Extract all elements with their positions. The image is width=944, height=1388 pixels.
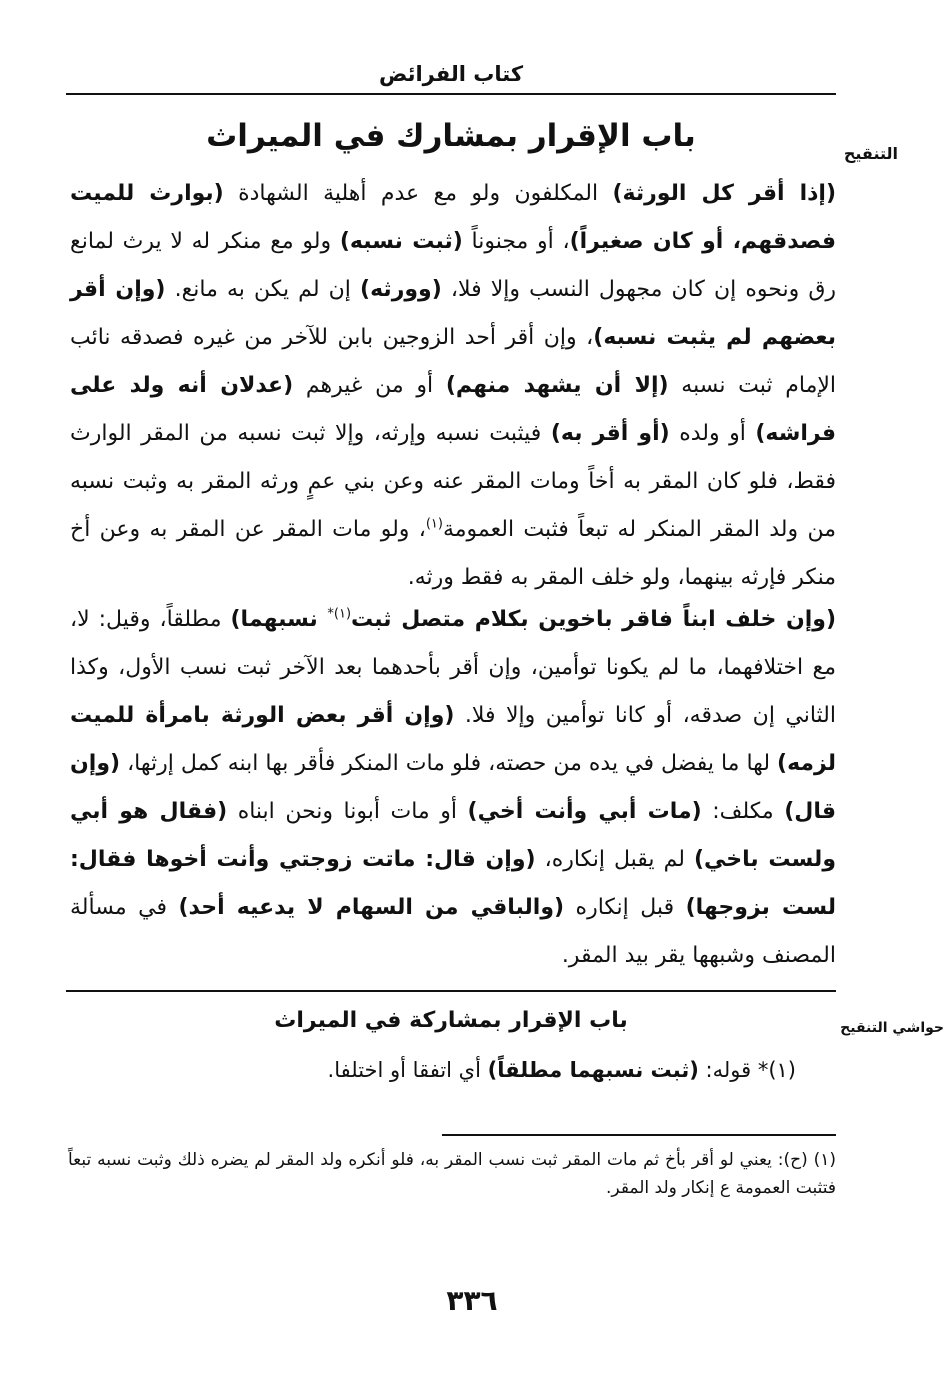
footnote-reference[interactable]: (١) (425, 516, 443, 532)
matn-text: (وإن أقر بعض الورثة بامرأة للميت لزمه) (70, 703, 836, 776)
annotation-reference[interactable]: (١)* (327, 606, 352, 622)
matn-text: (فقال هو أبي ولست باخي) (70, 799, 836, 872)
commentary-text: ، وإن أقر أحد الزوجين بابن للآخر من غيره فصدقه نائب الإمام ثبت نسبه (70, 325, 837, 398)
commentary-text: إن لم يكن به مانع. (165, 277, 361, 302)
matn-text: نسبهما) (230, 607, 328, 632)
matn-text: (ثبت نسبه) (339, 229, 463, 254)
margin-label-tanqih: التنقيح (843, 144, 898, 163)
matn-text: (والباقي من السهام لا يدعيه أحد) (178, 895, 565, 920)
matn-text: (وإن أقر بعضهم لم يثبت نسبه) (70, 277, 836, 350)
matn-text: (بوارث للميت فصدقهم، أو كان صغيراً) (70, 181, 836, 254)
commentary-text: المكلفون ولو مع عدم أهلية الشهادة (223, 181, 613, 206)
margin-label-annotations: حواشي التنقيح (840, 1020, 944, 1036)
running-header: كتاب الفرائض (378, 62, 524, 86)
commentary-text: ، ولو مات المقر عن المقر به وعن أخ منكر فإرثه بينهما، ولو خلف المقر به فقط ورثه. (70, 517, 836, 590)
matn-text: (وإن قال: ماتت زوجتي وأنت أخوها فقال: لست بزوجها) (70, 847, 836, 920)
matn-text: (عدلان أنه ولد على فراشه) (70, 373, 837, 446)
footnote: (١) (ح): يعني لو أقر بأخ ثم مات المقر ثبت نسب المقر به، فلو أنكره ولد المقر لم يضره ذلك وثبت نسبه تبعاً فتثبت العمومة ع إنكار ولد المقر. (68, 1150, 836, 1198)
commentary-text: لها ما يفضل في يده من حصته، فلو مات المنكر فأقر بها ابنه كمل إرثها، (120, 751, 778, 776)
commentary-text: مكلف: (701, 799, 785, 824)
commentary-text: مطلقاً، وقيل: لا، مع اختلافهما، ما لم يكونا توأمين، وإن أقر بأحدهما بعد الآخر ثبت نسب الأول، وكذا الثاني إن صدقه، أو كانا توأمين وإلا فلا. (70, 607, 836, 728)
commentary-text: لم يقبل إنكاره، (535, 847, 694, 872)
footnote-marker: (١) (ح): (777, 1150, 836, 1170)
page-number: ٣٣٦ (446, 1284, 498, 1317)
commentary-text: قبل إنكاره (564, 895, 686, 920)
annotation-marker: (١)* (757, 1058, 796, 1082)
footnote-rule (442, 1134, 836, 1136)
matn-text: (وإن قال) (70, 751, 837, 824)
commentary-text: ولو مع منكر له لا يرث لمانع رق ونحوه إن كان مجهول النسب وإلا فلا، (70, 229, 837, 302)
paragraph-1 (70, 170, 836, 602)
annotations-title: باب الإقرار بمشاركة في الميراث (274, 1008, 628, 1033)
paragraph-2 (70, 596, 836, 980)
matn-text: (إذا أقر كل الورثة) (612, 181, 837, 206)
commentary-text: أو مات أبونا ونحن ابناه (227, 799, 468, 824)
commentary-text: ، أو مجنوناً (462, 229, 570, 254)
matn-text: (إلا أن يشهد منهم) (445, 373, 669, 398)
commentary-text: أو من غيرهم (293, 373, 446, 398)
matn-text: (وورثه) (360, 277, 442, 302)
commentary-text: فيثبت نسبه وإرثه، وإلا ثبت نسبه من المقر الوارث فقط، فلو كان المقر به أخاً ومات المقر عنه وعن بني عمٍ ورثه المقر به وثبت نسبه من ولد المقر المنكر له تبعاً فثبت العمومة (70, 421, 836, 542)
annotation-note: (١)* قوله: (ثبت نسبهما مطلقاً) أي اتفقا أو اختلفا. (327, 1058, 796, 1082)
annotations-rule (66, 990, 836, 992)
commentary-text: في مسألة المصنف وشبهها يقر بيد المقر. (70, 895, 836, 968)
matn-text: (أو أقر به) (550, 421, 670, 446)
commentary-text: أو ولده (669, 421, 756, 446)
matn-text: (مات أبي وأنت أخي) (467, 799, 702, 824)
chapter-title: باب الإقرار بمشارك في الميراث (206, 118, 696, 154)
matn-text: (وإن خلف ابناً فاقر باخوين بكلام متصل ثبت (351, 607, 837, 632)
header-rule (66, 93, 836, 95)
